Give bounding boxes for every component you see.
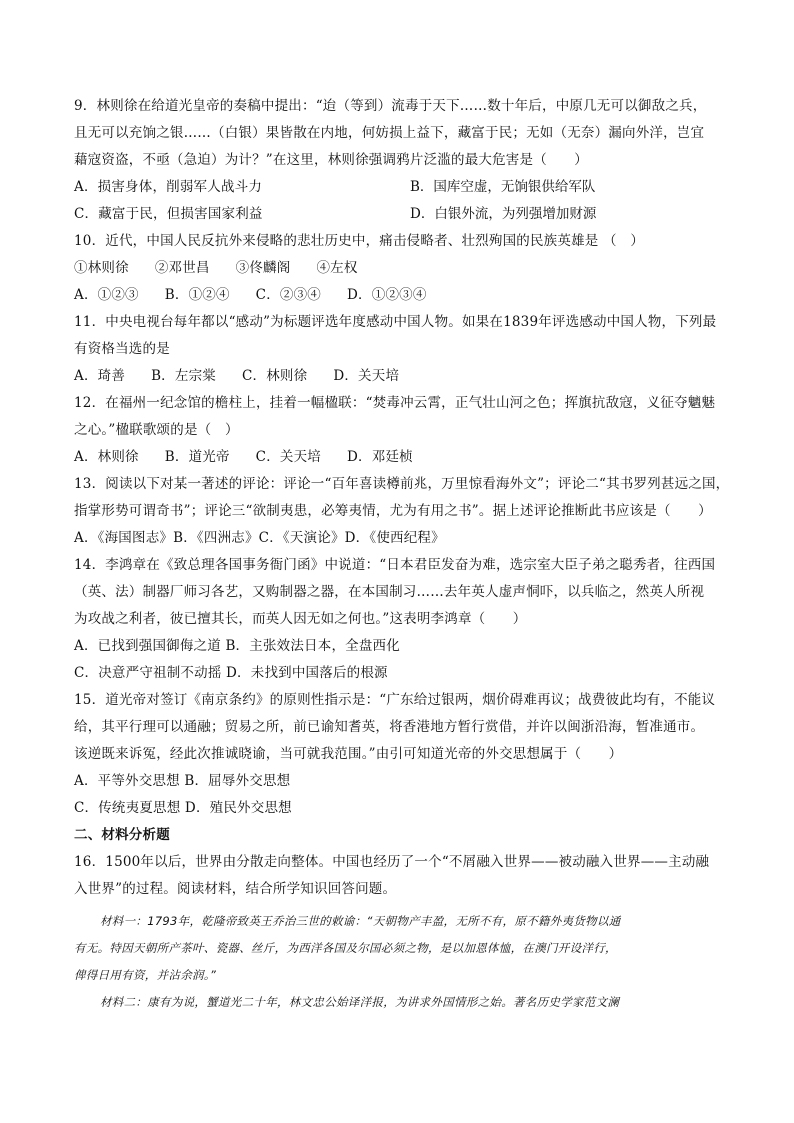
- q11-options: [74, 366, 425, 386]
- q13-options: A．《海国图志》B．《四洲志》C．《天演论》D．《使西纪程》: [74, 530, 445, 546]
- q14-stem-line-3: 为攻战之利者，彼已擅其长，而英人因无如之何也。”这表明李鸿章（ ）: [74, 611, 527, 627]
- q10-option-c: C．②③④: [255, 287, 322, 303]
- q14-options-cd: C．决意严守祖制不动摇 D．未找到中国落后的根源: [74, 665, 388, 681]
- q14-options-ab: A．已找到强国御侮之道 B．主张效法日本，全盘西化: [74, 638, 400, 654]
- q13-stem-line-1: 13．阅读以下对某一著述的评论：评论一“百年喜读樽前兆，万里惊看海外文”；评论二“其书罗列甚远之国，: [74, 476, 730, 492]
- q15-stem-line-1: 15．道光帝对签订《南京条约》的原则性指示是：“广东给过银两，烟价碍难再议；战费彼此均有，不能议: [74, 692, 716, 708]
- q11-option-d: D．关天培: [333, 368, 400, 384]
- q10-item-3: ③佟麟阁: [235, 260, 291, 276]
- q10-option-b: B．①②④: [164, 287, 230, 303]
- q15-stem-line-3: 该逆既来诉冤，经此次推诚晓谕，当可就我范围。”由引可知道光帝的外交思想属于（ ）: [74, 746, 623, 762]
- q11-stem-line-1: 11．中央电视台每年都以“感动”为标题评选年度感动中国人物。如果在1839年评选感动中国人物，下列最: [74, 314, 717, 330]
- q16-stem-line-1: 16．1500年以后，世界由分散走向整体。中国也经历了一个“不屑融入世界——被动融入世界——主动融: [74, 854, 710, 870]
- q12-option-a: A．林则徐: [74, 449, 139, 465]
- q10-option-d: D．①②③④: [347, 287, 427, 303]
- q11-stem-line-2: 有资格当选的是: [74, 341, 170, 357]
- q11-option-c: C．林则徐: [241, 368, 308, 384]
- q10-item-1: ①林则徐: [74, 260, 129, 276]
- q9-stem-line-1: 9．林则徐在给道光皇帝的奏稿中提出：“迨（等到）流毒于天下……数十年后，中原几无可以御敌之兵，: [74, 98, 707, 114]
- q11-option-a: A．琦善: [74, 368, 126, 384]
- q14-stem-line-2: （英、法）制器厂师习各艺，又购制器之器，在本国制习……去年英人虚声恫吓，以兵临之，然英人所视: [74, 584, 705, 600]
- q16-material-1-line-1: 材料一：1793年，乾隆帝致英王乔治三世的敕谕：“天朝物产丰盈，无所不有，原不籍外夷货物以通: [100, 914, 621, 928]
- q10-items: [74, 258, 384, 278]
- q16-material-1-line-2: 有无。特因天朝所产茶叶、瓷器、丝斤，为西洋各国及尔国必须之物，是以加恩体恤，在澳门开设洋行，: [74, 941, 617, 955]
- q11-option-b: B．左宗棠: [151, 368, 216, 384]
- q9-stem-line-3: 藉寇资盗，不亟（急迫）为计？”在这里，林则徐强调鸦片泛滥的最大危害是（ ）: [74, 152, 589, 168]
- q9-option-b: B．国库空虚，无饷银供给军队: [410, 179, 596, 195]
- q10-options: [74, 285, 453, 305]
- q9-option-a: A．损害身体，削弱军人战斗力: [74, 179, 263, 195]
- q9-option-c: C．藏富于民，但损害国家利益: [74, 206, 263, 222]
- q12-option-c: C．关天培: [255, 449, 322, 465]
- q15-stem-line-2: 给，其平行理可以通融；贸易之所，前已谕知耆英，将香港地方暂行赏借，并许以闽浙沿海，暂准通市。: [74, 719, 705, 735]
- q9-stem-line-2: 且无可以充饷之银……（白银）果皆散在内地，何妨损上益下，藏富于民；无如（无奈）漏向外洋，岂宜: [74, 125, 705, 141]
- q15-options-ab: A．平等外交思想 B．屈辱外交思想: [74, 773, 291, 789]
- section-title: 二、材料分析题: [74, 827, 170, 843]
- q16-material-1-line-3: 俾得日用有资，并沾余润。”: [74, 968, 217, 982]
- q9-option-d: D．白银外流，为列强增加财源: [410, 206, 597, 222]
- q10-option-a: A．①②③: [74, 287, 139, 303]
- q16-material-2-line-1: 材料二：康有为说，蟹道光二十年，林文忠公始译洋报，为讲求外国情形之始。著名历史学家范文澜: [100, 995, 620, 1009]
- q12-stem-line-2: 之心。”楹联歌颂的是（ ）: [74, 422, 239, 438]
- q12-option-d: D．邓廷桢: [347, 449, 413, 465]
- q15-options-cd: C．传统夷夏思想 D．殖民外交思想: [74, 800, 292, 816]
- q13-stem-line-2: 指掌形势可谓奇书”；评论三“欲制夷患，必筹夷情，尤为有用之书”。据上述评论推断此书应该是（ ）: [74, 503, 712, 519]
- q10-stem: 10．近代，中国人民反抗外来侵略的悲壮历史中，痛击侵略者、壮烈殉国的民族英雄是 （ ）: [74, 233, 645, 249]
- q12-stem-line-1: 12．在福州一纪念馆的檐柱上，挂着一幅楹联：“焚毒冲云霄，正气壮山河之色；挥旗抗敌寇，义征夺魑魅: [74, 395, 716, 411]
- q14-stem-line-1: 14．李鸿章在《致总理各国事务衙门函》中说道：“日本君臣发奋为难，选宗室大臣子弟之聪秀者，往西国: [74, 557, 716, 573]
- q10-item-2: ②邓世昌: [154, 260, 210, 276]
- q12-option-b: B．道光帝: [164, 449, 230, 465]
- q10-item-4: ④左权: [316, 260, 358, 276]
- q16-stem-line-2: 入世界”的过程。阅读材料，结合所学知识回答问题。: [74, 881, 397, 897]
- q12-options: [74, 447, 439, 467]
